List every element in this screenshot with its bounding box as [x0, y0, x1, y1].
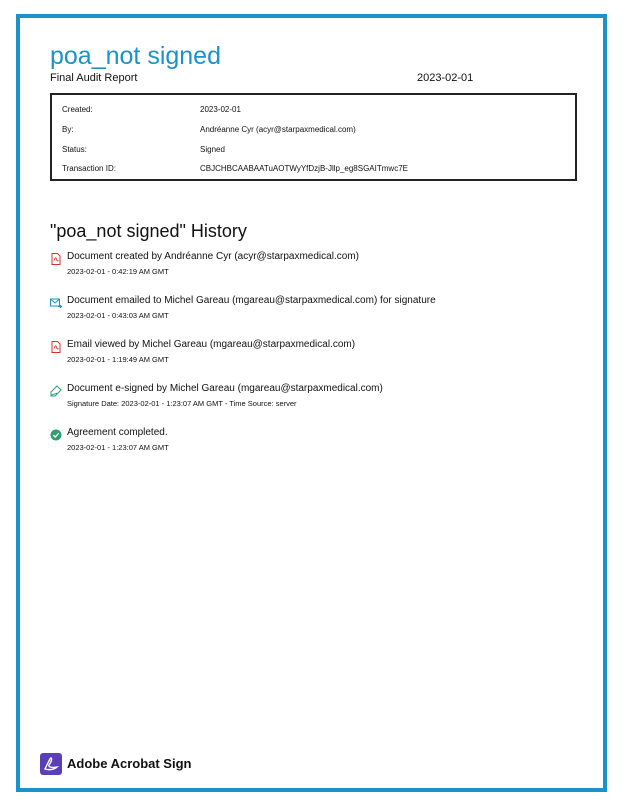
info-value: CBJCHBCAABAATuAOTWyYfDzjB-Jllp_eg8SGAITmwc7E: [200, 164, 408, 173]
report-subtitle: Final Audit Report: [50, 72, 138, 84]
info-value: 2023-02-01: [200, 105, 241, 114]
info-label: By:: [62, 125, 74, 134]
info-value: Andréanne Cyr (acyr@starpaxmedical.com): [200, 125, 356, 134]
adobe-acrobat-logo-icon: [40, 753, 62, 775]
footer-brand: Adobe Acrobat Sign: [67, 756, 192, 771]
event-timestamp: 2023-02-01 - 0:43:03 AM GMT: [67, 311, 169, 320]
event-text: Document e-signed by Michel Gareau (mgareau@starpaxmedical.com): [67, 383, 383, 394]
history-title: "poa_not signed" History: [50, 221, 247, 241]
event-timestamp: Signature Date: 2023-02-01 - 1:23:07 AM GMT - Time Source: server: [67, 399, 297, 408]
info-value: Signed: [200, 145, 225, 154]
info-label: Status:: [62, 145, 87, 154]
pdf-document-icon: [50, 340, 62, 352]
event-timestamp: 2023-02-01 - 1:19:49 AM GMT: [67, 355, 169, 364]
e-sign-pen-icon: [50, 384, 62, 396]
report-title: poa_not signed: [50, 42, 221, 70]
event-text: Document emailed to Michel Gareau (mgareau@starpaxmedical.com) for signature: [67, 295, 436, 306]
event-text: Email viewed by Michel Gareau (mgareau@starpaxmedical.com): [67, 339, 356, 350]
pdf-document-icon: [50, 252, 62, 264]
event-timestamp: 2023-02-01 - 0:42:19 AM GMT: [67, 267, 169, 276]
event-timestamp: 2023-02-01 - 1:23:07 AM GMT: [67, 443, 169, 452]
event-text: Document created by Andréanne Cyr (acyr@starpaxmedical.com): [67, 251, 359, 262]
check-circle-icon: [50, 428, 62, 440]
info-label: Created:: [62, 105, 93, 114]
email-sent-icon: [50, 296, 62, 308]
transaction-info-box: [50, 93, 577, 181]
report-date: 2023-02-01: [417, 72, 474, 84]
event-text: Agreement completed.: [67, 427, 168, 438]
info-label: Transaction ID:: [62, 164, 116, 173]
